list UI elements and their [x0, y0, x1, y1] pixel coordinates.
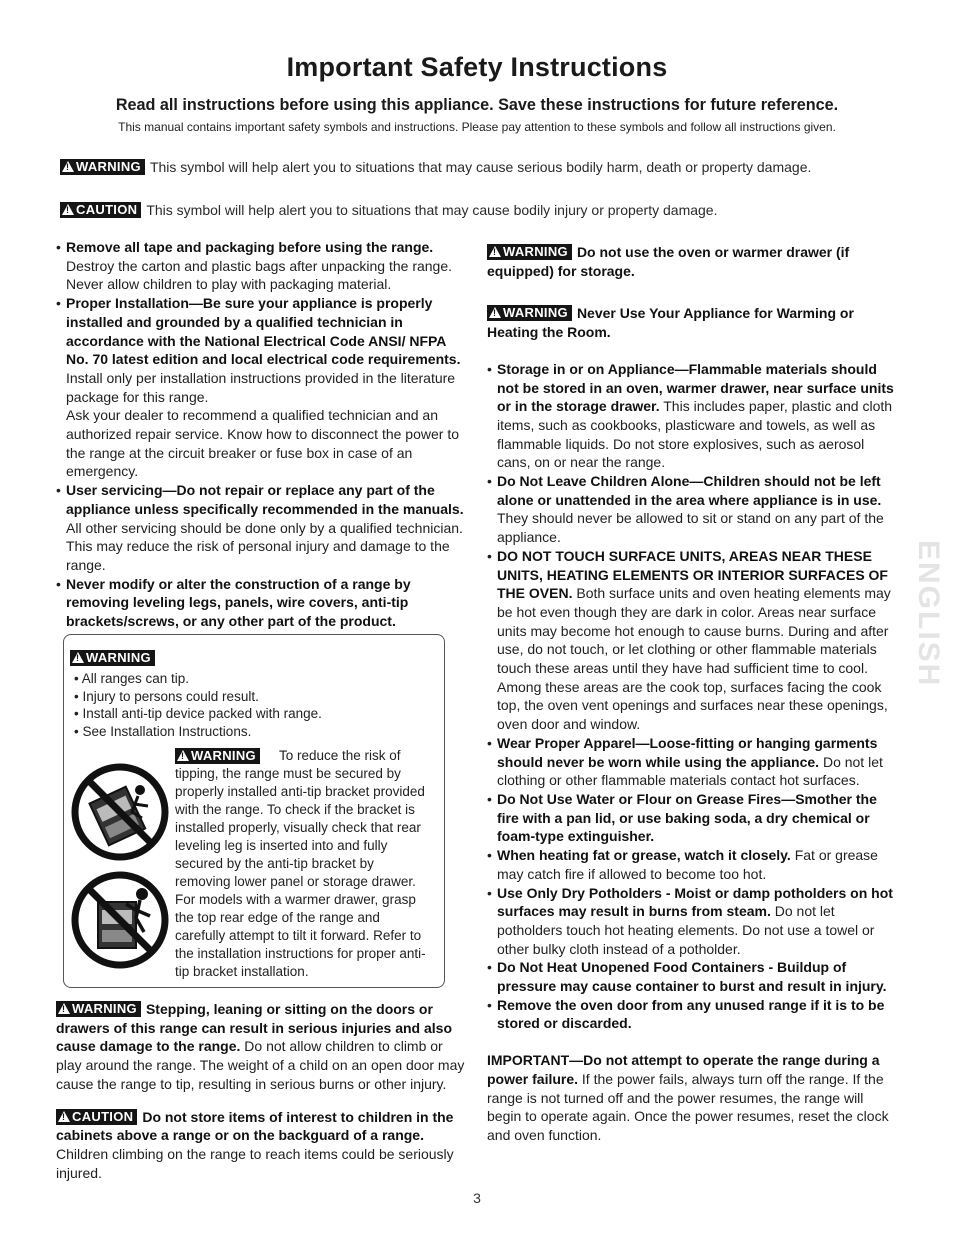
caution-badge: !CAUTION: [60, 202, 141, 218]
caution-symbol-text: This symbol will help alert you to situations that may cause bodily injury or property damage.: [146, 202, 718, 218]
left-column-upper: [56, 238, 468, 631]
flammable-storage-instruction: • Storage in or on Appliance—Flammable materials should not be stored in an oven, warmer drawer, near surface units or in the storage drawer. This includes paper, plastic and cloth items, such as cookbooks, plasticware and towels, as well as flammable liquids. Do not store explosives, such as aerosol cans, on or near the range.: [487, 360, 894, 471]
children-alone-instruction: • Do Not Leave Children Alone—Children should not be left alone or unattended in the area where appliance is in use. They should never be allowed to sit or stand on any part of the appliance.: [487, 473, 884, 546]
page-number: 3: [473, 1190, 481, 1206]
warning-triangle-icon: [58, 1003, 70, 1014]
child-climbing-prohibition-icon: [70, 870, 170, 970]
warning-triangle-icon: [489, 246, 501, 257]
language-side-tab: ENGLISH: [912, 540, 945, 688]
warning-triangle-icon: [72, 652, 84, 663]
installation-instruction: • Proper Installation—Be sure your appliance is properly installed and grounded by a qualified technician in accordance with the National Electrical Code ANSI/ NFPA No. 70 latest edition and local electrical code requirements. Install only per installation instructions provided in the literature package for this range.: [56, 295, 461, 405]
warning-symbol-row: [60, 159, 811, 175]
warning-triangle-icon: [62, 161, 74, 172]
anti-tip-paragraph: To reduce the risk of tipping, the range must be secured by properly installed anti-tip bracket provided with the range. To check if the bracket is installed properly, visually check that rear leveling leg is inserted into and fully secured by the anti-tip bracket by removing lower panel or storage drawer. For models with a warmer drawer, grasp the top rear edge of the range and carefully attempt to tilt it forward. Refer to the installation instructions for proper anti-tip bracket installation.: [175, 748, 426, 979]
warning-symbol-text: This symbol will help alert you to situations that may cause serious bodily harm, death or property damage.: [149, 159, 812, 175]
caution-triangle-icon: [62, 204, 74, 215]
fat-grease-instruction: • When heating fat or grease, watch it closely. Fat or grease may catch fire if allowed to become too hot.: [487, 847, 878, 882]
list-item: • Injury to persons could result.: [74, 688, 259, 704]
oven-storage-warning: !WARNING Do not use the oven or warmer drawer (if equipped) for storage.: [487, 243, 900, 280]
manual-note: This manual contains important safety symbols and instructions. Please pay attention to these symbols and follow all instructions given.: [118, 120, 836, 134]
apparel-instruction: • Wear Proper Apparel—Loose-fitting or hanging garments should never be worn while using the appliance. Do not let clothing or other flammable materials contact hot surfaces.: [487, 734, 883, 789]
grease-fire-instruction: • Do Not Use Water or Flour on Grease Fires—Smother the fire with a pan lid, or use baking soda, a dry chemical or foam-type extinguisher.: [487, 790, 877, 845]
dealer-instruction: Ask your dealer to recommend a qualified technician and an authorized repair service. Know how to disconnect the power to the range at the circuit breaker or fuse box in case of an emergency.: [66, 407, 459, 480]
store-items-caution: !CAUTION Do not store items of interest to children in the cabinets above a range or on the backguard of a range. Children climbing on the range to reach items could be seriously injured.: [56, 1108, 468, 1183]
caution-triangle-icon: [58, 1111, 70, 1122]
right-column: [487, 243, 900, 1145]
range-tipping-prohibition-icon: [70, 762, 170, 862]
oven-door-instruction: • Remove the oven door from any unused range if it is to be stored or discarded.: [487, 996, 885, 1032]
list-item: • Install anti-tip device packed with range.: [74, 706, 322, 721]
anti-tip-paragraph-label: !WARNING: [175, 748, 265, 766]
stepping-warning: !WARNING Stepping, leaning or sitting on the doors or drawers of this range can result in serious injuries and also cause damage to the range. Do not allow children to climb or play around the range. The weight of a child on an open door may cause the range to tip, resulting in serious burns or other injury.: [56, 1000, 468, 1094]
caution-symbol-row: [60, 202, 717, 218]
warning-badge: !WARNING: [60, 159, 145, 175]
anti-tip-warning-label: !WARNING: [70, 650, 160, 668]
list-item: • See Installation Instructions.: [74, 723, 252, 739]
user-servicing-instruction: • User servicing—Do not repair or replace any part of the appliance unless specifically recommended in the manuals. All other servicing should be done only by a qualified technician. This may reduce the risk of personal injury and damage to the range.: [56, 482, 464, 573]
room-heating-warning: !WARNING Never Use Your Appliance for Warming or Heating the Room.: [487, 304, 900, 341]
warning-triangle-icon: [489, 307, 501, 318]
power-failure-instruction: IMPORTANT—Do not attempt to operate the range during a power failure. If the power fails, always turn off the range. If the range is not turned off and the power resumes, the range will begin to operate again. Once the power resumes, reset the clock and oven function.: [487, 1052, 889, 1143]
hot-surface-instruction: • DO NOT TOUCH SURFACE UNITS, AREAS NEAR THESE UNITS, HEATING ELEMENTS OR INTERIOR SURFACES OF THE OVEN. Both surface units and oven heating elements may be hot even though they are dark in color. Areas near surface units may become hot enough to cause burns. During and after use, do not touch, or let clothing or other flammable materials touch these areas until they have had sufficient time to cool. Among these areas are the cook top, surfaces facing the cook top, the oven vent openings and surfaces near these openings, oven door and window.: [487, 547, 891, 733]
tape-instruction: • Remove all tape and packaging before using the range. Destroy the carton and plastic bags after unpacking the range. Never allow children to play with packaging material.: [56, 239, 453, 293]
page-subtitle: Read all instructions before using this appliance. Save these instructions for future reference.: [115, 96, 839, 114]
page-title: Important Safety Instructions: [286, 52, 668, 82]
food-container-instruction: • Do Not Heat Unopened Food Containers - Buildup of pressure may cause container to burst and result in injury.: [487, 959, 887, 995]
left-column-lower: [56, 1000, 468, 1182]
anti-tip-bullet-list: [74, 670, 434, 740]
potholder-instruction: • Use Only Dry Potholders - Moist or damp potholders on hot surfaces may result in burns from steam. Do not let potholders touch hot heating elements. Do not use a towel or other bulky cloth instead of a potholder.: [487, 884, 893, 957]
list-item: • All ranges can tip.: [74, 671, 190, 686]
modify-instruction: • Never modify or alter the construction of a range by removing leveling legs, panels, wire covers, anti-tip brackets/screws, or any other part of the product.: [56, 575, 411, 630]
